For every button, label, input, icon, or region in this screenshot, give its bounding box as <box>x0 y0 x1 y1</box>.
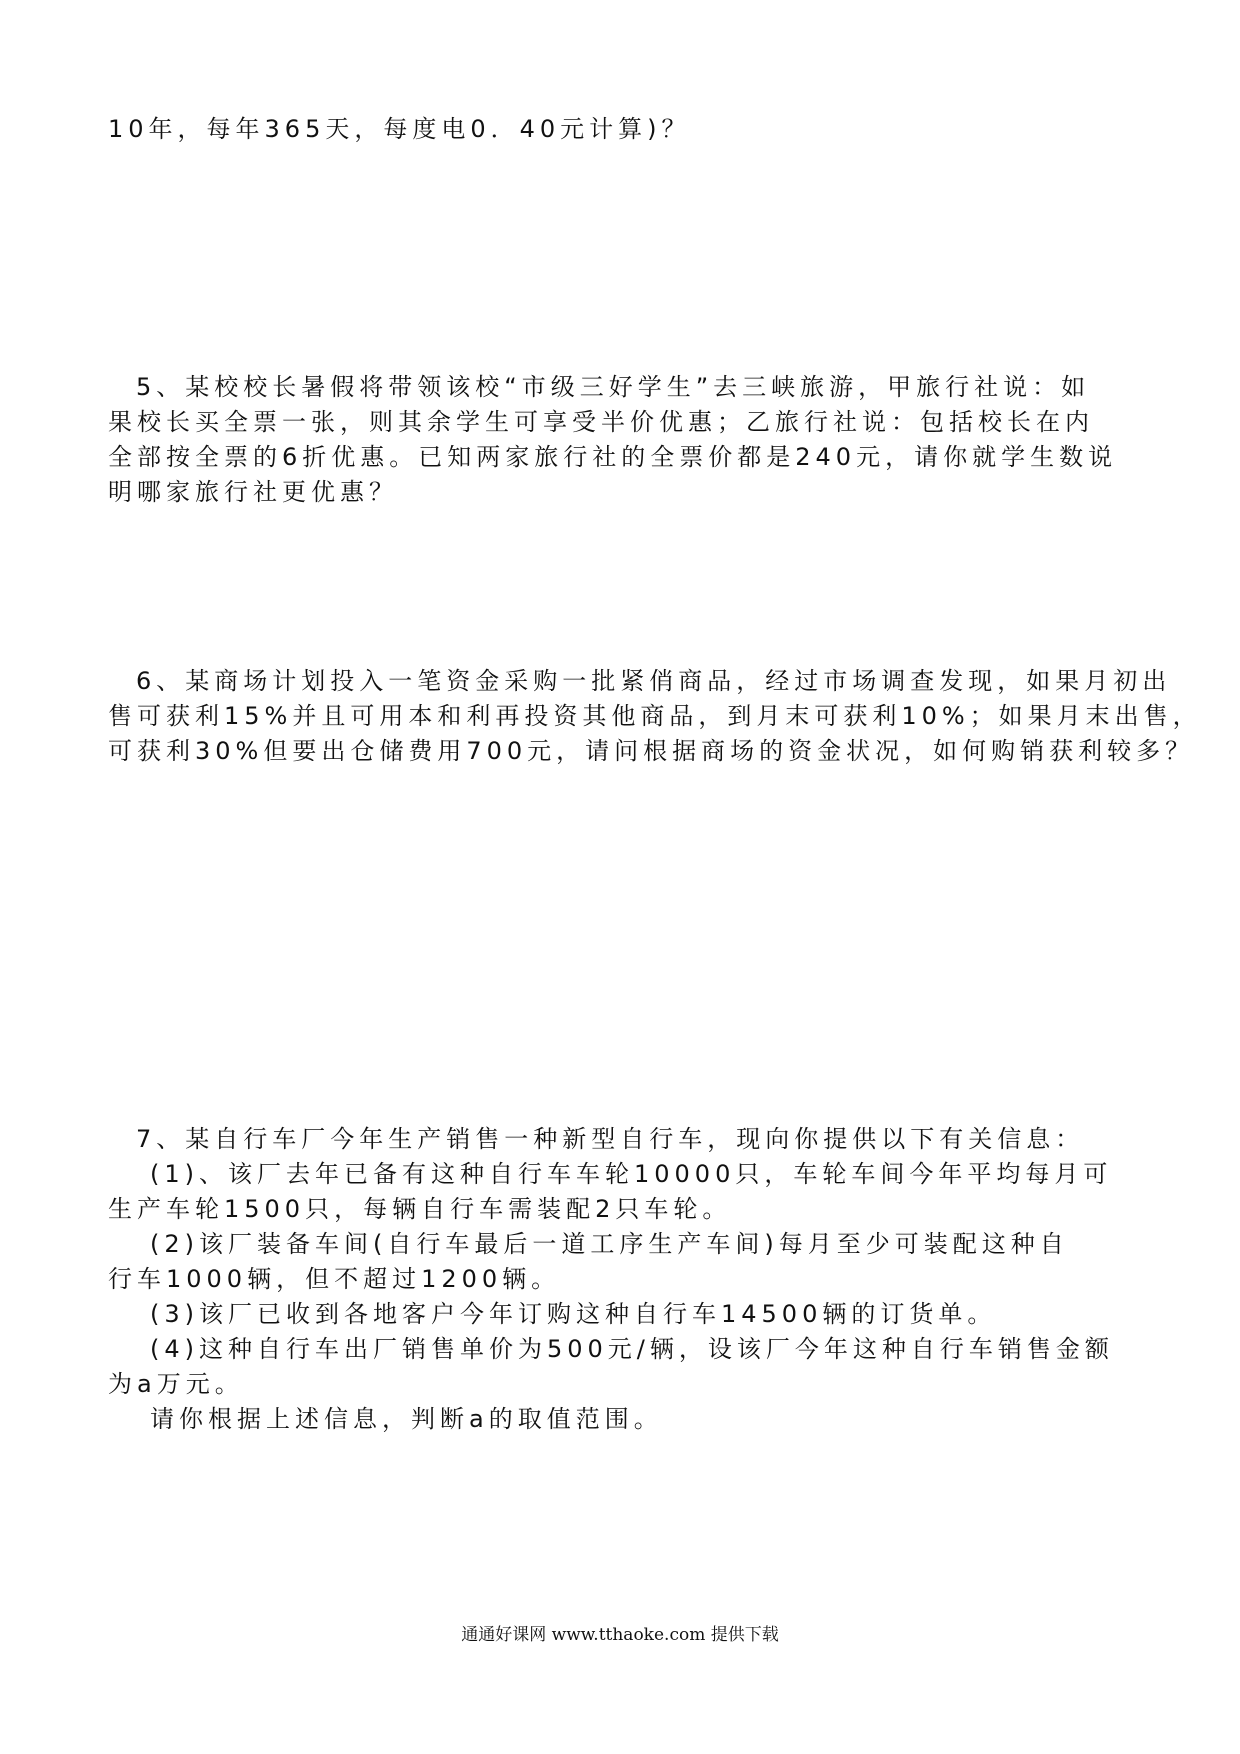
question-7-line-6: (3)该厂已收到各地客户今年订购这种自行车14500辆的订货单。 <box>150 1300 997 1328</box>
question-7-line-8: 为a万元。 <box>108 1370 244 1398</box>
question-6-line-3: 可获利30%但要出仓储费用700元，请问根据商场的资金状况，如何购销获利较多？ <box>108 737 1195 765</box>
page-footer: 通通好课网 www.tthaoke.com 提供下载 <box>461 1625 779 1645</box>
continuation-line-1: 10年，每年365天，每度电0．40元计算)？ <box>108 115 691 143</box>
question-5-line-1: 5、某校校长暑假将带领该校“市级三好学生”去三峡旅游，甲旅行社说：如 <box>136 373 1091 401</box>
question-5-line-4: 明哪家旅行社更优惠？ <box>108 478 398 506</box>
question-7-line-2: (1)、该厂去年已备有这种自行车车轮10000只，车轮车间今年平均每月可 <box>150 1160 1113 1188</box>
question-7-line-9: 请你根据上述信息，判断a的取值范围。 <box>150 1405 663 1433</box>
question-6-line-2: 售可获利15%并且可用本和利再投资其他商品，到月末可获利10%；如果月末出售， <box>108 702 1202 730</box>
question-7-line-7: (4)这种自行车出厂销售单价为500元/辆，设该厂今年这种自行车销售金额 <box>150 1335 1114 1363</box>
question-7-line-3: 生产车轮1500只，每辆自行车需装配2只车轮。 <box>108 1195 732 1223</box>
question-7-line-4: (2)该厂装备车间(自行车最后一道工序生产车间)每月至少可装配这种自 <box>150 1230 1069 1258</box>
question-5-line-3: 全部按全票的6折优惠。已知两家旅行社的全票价都是240元，请你就学生数说 <box>108 443 1118 471</box>
question-7-line-1: 7、某自行车厂今年生产销售一种新型自行车，现向你提供以下有关信息： <box>136 1125 1085 1153</box>
question-6-line-1: 6、某商场计划投入一笔资金采购一批紧俏商品，经过市场调查发现，如果月初出 <box>136 667 1172 695</box>
question-5-line-2: 果校长买全票一张，则其余学生可享受半价优惠；乙旅行社说：包括校长在内 <box>108 408 1094 436</box>
question-7-line-5: 行车1000辆，但不超过1200辆。 <box>108 1265 561 1293</box>
